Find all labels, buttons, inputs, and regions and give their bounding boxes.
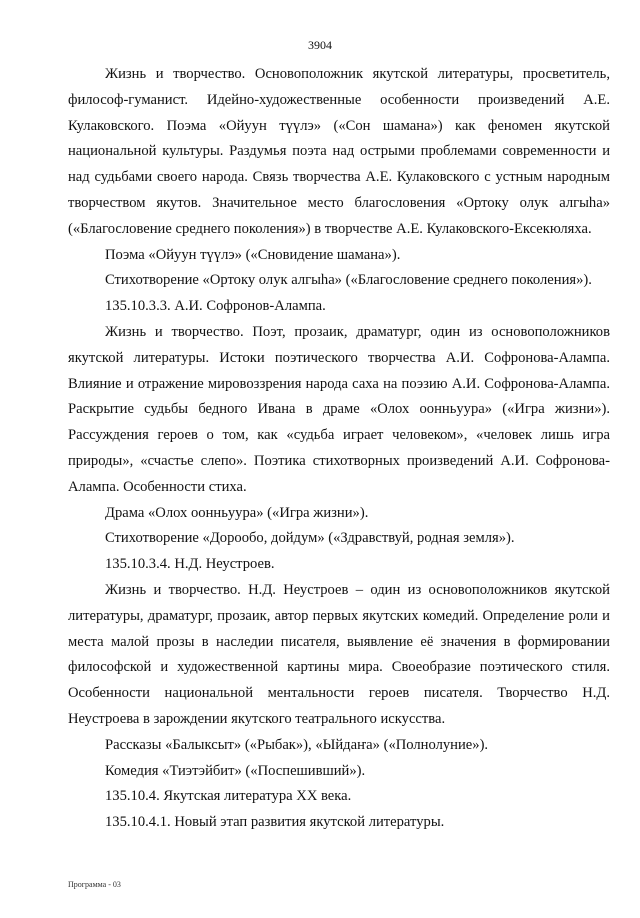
section-heading-neustroev: 135.10.3.4. Н.Д. Неустроев. — [105, 556, 275, 573]
paragraph-kulakovsky-poem: Поэма «Ойуун түүлэ» («Сновидение шамана»). — [105, 246, 401, 263]
paragraph-alampa-bio: Жизнь и творчество. Поэт, прозаик, драматург, один из основоположников якутской литературы. Истоки поэтического творчества А.И. Софронова-Алампа. Влияние и отражение мировоззрения народа саха на поэзию А.И. Софронова-Алампа. Раскрытие судьбы бедного Ивана в драме «Олох оонньуура» («Игра жизни»). Рассуждения героев о том, как «судьба играет человеком», «человек лишь игра природы», «счастье слепо». Поэтика стихотворных произведений А.И. Софронова-Алампа. Особенности стиха. — [68, 323, 610, 495]
paragraph-neustroev-bio: Жизнь и творчество. Н.Д. Неустроев – один из основоположников якутской литературы, драматург, прозаик, автор первых якутских комедий. Определение роли и места малой прозы в наследии писателя, выявление её значения в формировании философской и художественной картины мира. Своеобразие поэтического стиля. Особенности национальной ментальности героев писателя. Творчество Н.Д. Неустроева в зарождении якутского театрального искусства. — [68, 581, 610, 727]
paragraph-kulakovsky-bio: Жизнь и творчество. Основоположник якутской литературы, просветитель, философ-гуманист. Идейно-художественные особенности произведений А.Е. Кулаковского. Поэма «Ойуун түүлэ» («Сон шамана») как феномен якутской национальной культуры. Раздумья поэта над острыми проблемами современности и над судьбами своего народа. Связь творчества А.Е. Кулаковского с устным народным творчеством якутов. Значительное место благословения «Ортоку олук алгыһа» («Благословение среднего поколения») в творчестве А.Е. Кулаковского-Ексекюляха. — [68, 66, 610, 237]
paragraph-neustroev-comedy: Комедия «Тиэтэйбит» («Поспешивший»). — [105, 762, 366, 779]
page-number: 3904 — [308, 38, 332, 52]
paragraph-neustroev-stories: Рассказы «Балыксыт» («Рыбак»), «Ыйдаҥа» («Полнолуние»). — [105, 736, 489, 753]
paragraph-alampa-drama: Драма «Олох оонньуура» («Игра жизни»). — [105, 504, 369, 521]
section-heading-alampa: 135.10.3.3. А.И. Софронов-Алампа. — [105, 298, 326, 315]
paragraph-alampa-verse: Стихотворение «Дорообо, дойдум» («Здравствуй, родная земля»). — [105, 530, 515, 547]
section-heading-20th-century: 135.10.4. Якутская литература XX века. — [105, 788, 352, 805]
paragraph-kulakovsky-verse: Стихотворение «Ортоку олук алгыһа» («Благословение среднего поколения»). — [105, 272, 592, 289]
section-heading-new-stage: 135.10.4.1. Новый этап развития якутской литературы. — [105, 814, 445, 831]
document-body — [68, 62, 610, 836]
page-footer: Программа - 03 — [68, 880, 121, 889]
